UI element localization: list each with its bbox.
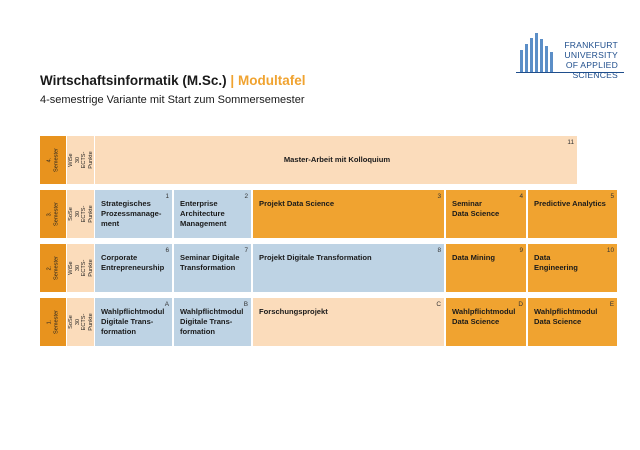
- module-cell: [174, 298, 251, 346]
- page-title: [40, 73, 305, 88]
- module-number: 9: [519, 247, 523, 254]
- module-label: Forschungsprojekt: [259, 307, 328, 316]
- semester-label: [40, 190, 66, 238]
- module-label: Seminar Data Science: [452, 199, 500, 218]
- module-label: Wahlpflichtmodul Digitale Trans- formation: [101, 307, 165, 336]
- module-number: 11: [567, 139, 574, 146]
- semester-row-2: [40, 244, 614, 292]
- module-number: 3: [437, 193, 441, 200]
- title-main: Wirtschaftsinformatik (M.Sc.): [40, 73, 227, 88]
- module-cell: [253, 190, 444, 238]
- logo-line: FRANKFURT: [564, 40, 618, 50]
- semester-text: 1. Semester: [46, 310, 59, 334]
- module-label: Wahlpflichtmodul Data Science: [534, 307, 598, 326]
- title-accent: Modultafel: [237, 73, 306, 88]
- semester-row-4: [40, 136, 577, 184]
- semester-text: 2. Semester: [46, 256, 59, 280]
- module-label: Projekt Data Science: [259, 199, 335, 208]
- ects-label: [67, 136, 94, 184]
- ects-text: WiSe 30 ECTS-Punkte: [67, 259, 93, 277]
- module-number: 6: [165, 247, 169, 254]
- module-cell: [253, 244, 444, 292]
- module-label: Wahlpflichtmodul Digitale Trans- formation: [180, 307, 244, 336]
- module-number: 2: [244, 193, 248, 200]
- semester-label: [40, 244, 66, 292]
- module-cell: [528, 298, 617, 346]
- semester-row-1: [40, 298, 614, 346]
- module-number: D: [518, 301, 523, 308]
- ects-label: [67, 244, 94, 292]
- module-label: Enterprise Architecture Management: [180, 199, 227, 228]
- module-label: Seminar Digitale Transformation: [180, 253, 240, 272]
- module-label: Master-Arbeit mit Kolloquium: [283, 155, 391, 164]
- module-cell: [446, 298, 526, 346]
- module-cell: [95, 298, 172, 346]
- module-label: Strategisches Prozessmanage- ment: [101, 199, 162, 228]
- module-cell: [95, 244, 172, 292]
- logo-line: OF APPLIED SCIENCES: [565, 60, 618, 80]
- module-cell: [174, 244, 251, 292]
- module-cell: [253, 298, 444, 346]
- semester-label: [40, 298, 66, 346]
- ects-text: WiSe 30 ECTS-Punkte: [67, 151, 93, 169]
- module-cell: [446, 190, 526, 238]
- logo-text: [520, 40, 618, 80]
- module-cell: [528, 190, 617, 238]
- module-label: Data Engineering: [534, 253, 578, 272]
- ects-text: SoSe 30 ECTS-Punkte: [67, 313, 93, 331]
- module-number: A: [164, 301, 169, 308]
- module-cell: [95, 136, 577, 184]
- module-label: Data Mining: [452, 253, 496, 262]
- semester-row-3: [40, 190, 614, 238]
- module-cell: [95, 190, 172, 238]
- module-number: E: [609, 301, 614, 308]
- module-label: Predictive Analytics: [534, 199, 606, 208]
- ects-label: [67, 190, 94, 238]
- semester-text: 3. Semester: [46, 202, 59, 226]
- module-number: 10: [606, 247, 614, 254]
- module-number: 7: [244, 247, 248, 254]
- semester-label: [40, 136, 66, 184]
- module-cell: [174, 190, 251, 238]
- module-cell: [528, 244, 617, 292]
- module-number: 4: [519, 193, 523, 200]
- module-number: C: [436, 301, 441, 308]
- semester-text: 4. Semester: [46, 148, 59, 172]
- ects-text: SoSe 30 ECTS-Punkte: [67, 205, 93, 223]
- module-number: 5: [610, 193, 614, 200]
- page-subtitle: 4-semestrige Variante mit Start zum Sommersemester: [40, 94, 305, 106]
- module-number: B: [243, 301, 248, 308]
- module-label: Wahlpflichtmodul Data Science: [452, 307, 516, 326]
- module-label: Projekt Digitale Transformation: [259, 253, 372, 262]
- module-number: 1: [165, 193, 169, 200]
- module-label: Corporate Entrepreneurship: [101, 253, 165, 272]
- title-separator: |: [230, 73, 235, 88]
- module-cell: [446, 244, 526, 292]
- ects-label: [67, 298, 94, 346]
- module-number: 8: [437, 247, 441, 254]
- logo-line: UNIVERSITY: [564, 50, 618, 60]
